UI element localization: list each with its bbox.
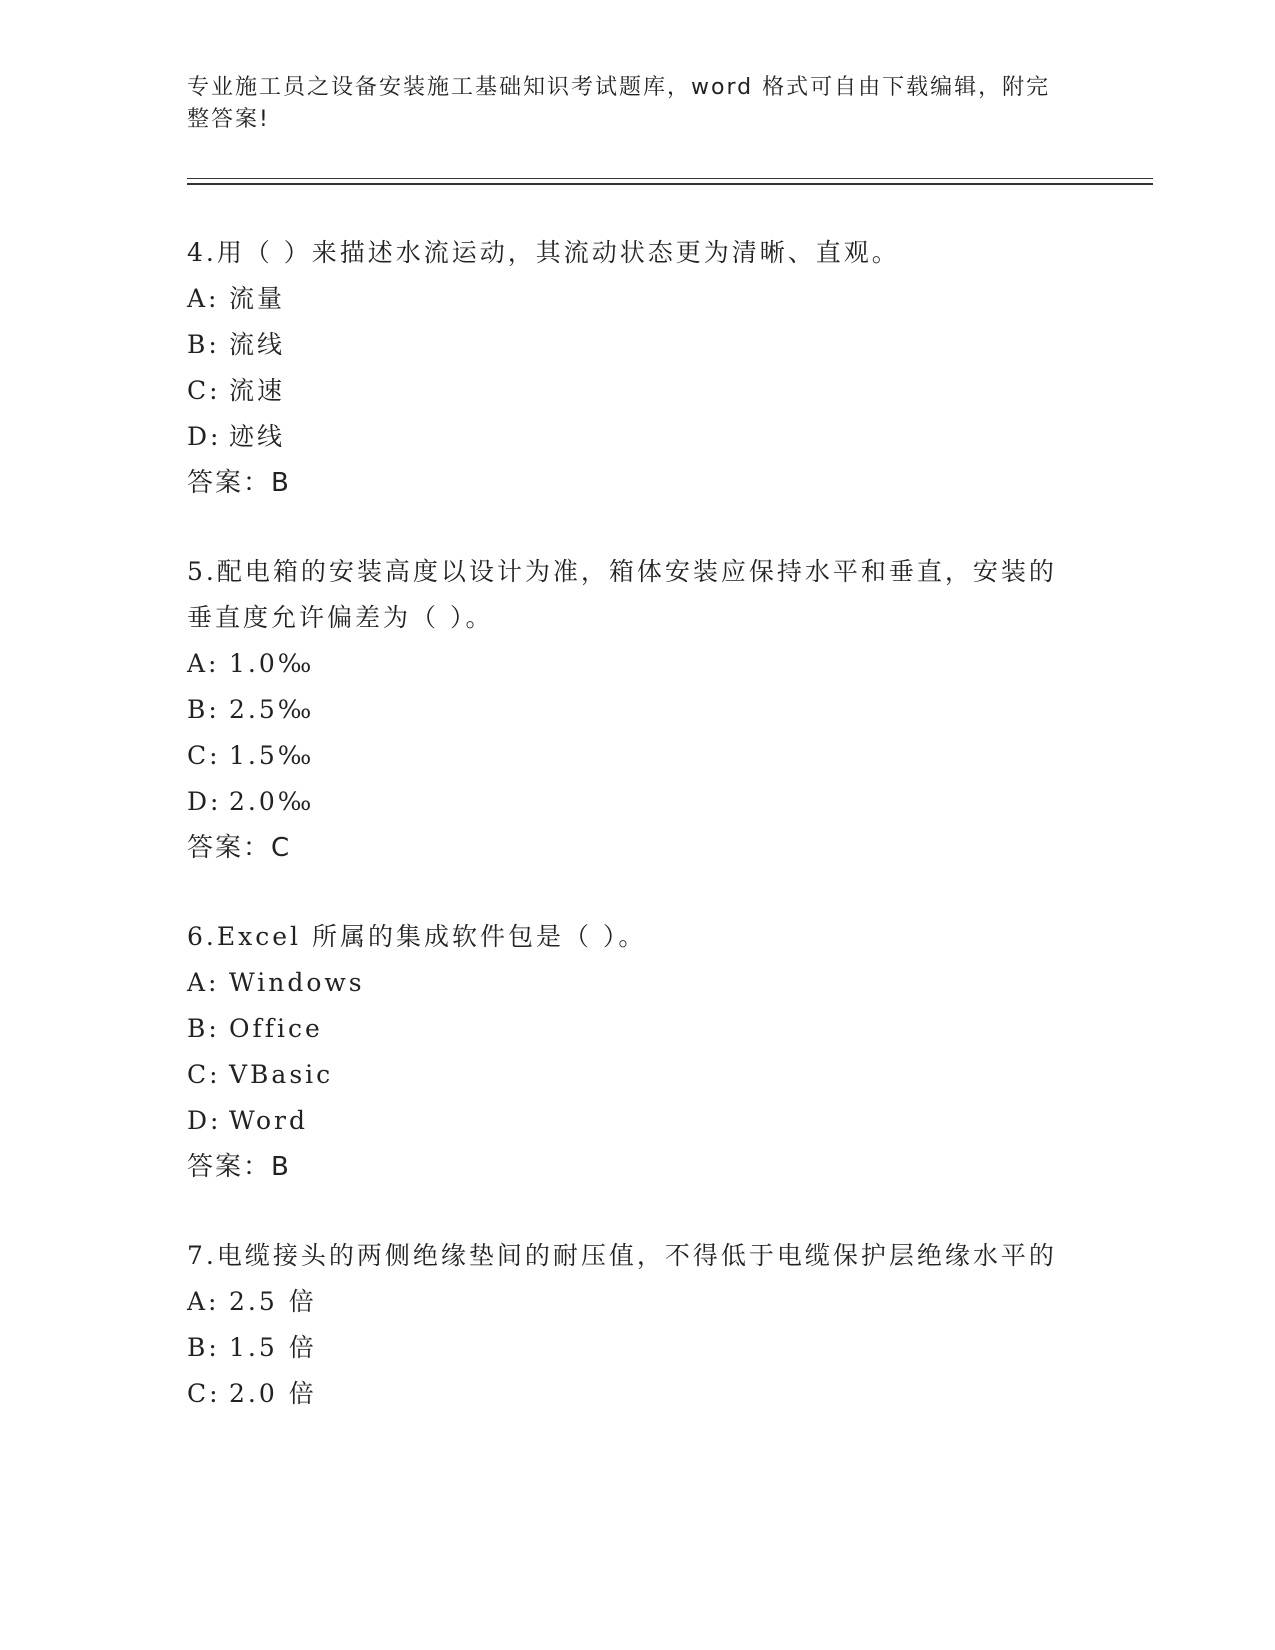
option-text: 1.0‰	[229, 649, 315, 678]
option-letter: A:	[187, 968, 220, 997]
question-7	[187, 1233, 1067, 1417]
option-c	[187, 733, 1067, 779]
option-letter: A:	[187, 649, 220, 678]
option-b	[187, 322, 1067, 368]
option-letter: C:	[187, 741, 221, 770]
option-letter: B:	[187, 1014, 220, 1043]
option-a	[187, 960, 1067, 1006]
option-b	[187, 1325, 1067, 1371]
option-letter: D:	[187, 422, 222, 451]
answer-line: 答案：B	[187, 1152, 291, 1182]
option-d	[187, 1098, 1067, 1144]
header-divider-thick	[187, 183, 1153, 185]
option-letter: A:	[187, 284, 220, 313]
option-letter: B:	[187, 1333, 220, 1362]
option-letter: B:	[187, 695, 220, 724]
option-text: 迹线	[229, 422, 286, 451]
option-letter: D:	[187, 1106, 222, 1135]
option-letter: C:	[187, 1379, 221, 1408]
option-b	[187, 687, 1067, 733]
option-b	[187, 1006, 1067, 1052]
option-text: Windows	[229, 968, 365, 997]
answer-line: 答案：B	[187, 468, 291, 498]
option-c	[187, 1052, 1067, 1098]
option-letter: A:	[187, 1287, 220, 1316]
option-c	[187, 1371, 1067, 1417]
option-text: 2.0‰	[229, 787, 315, 816]
option-a	[187, 276, 1067, 322]
question-stem: 6.Excel 所属的集成软件包是（ ）。	[187, 922, 647, 951]
answer-line: 答案：C	[187, 833, 292, 863]
option-d	[187, 414, 1067, 460]
question-stem: 4.用（ ）来描述水流运动，其流动状态更为清晰、直观。	[187, 238, 900, 267]
option-letter: C:	[187, 376, 221, 405]
option-a	[187, 641, 1067, 687]
option-text: 1.5‰	[229, 741, 315, 770]
option-letter: B:	[187, 330, 220, 359]
question-6	[187, 914, 1067, 1190]
option-letter: C:	[187, 1060, 221, 1089]
question-5	[187, 549, 1067, 871]
question-4	[187, 230, 1067, 506]
option-text: 流线	[229, 330, 286, 359]
option-text: 2.0 倍	[229, 1379, 317, 1408]
option-letter: D:	[187, 787, 222, 816]
document-header: 专业施工员之设备安装施工基础知识考试题库，word 格式可自由下载编辑，附完整答案!	[187, 75, 1051, 132]
option-text: VBasic	[229, 1060, 334, 1089]
option-d	[187, 779, 1067, 825]
question-stem: 5.配电箱的安装高度以设计为准，箱体安装应保持水平和垂直，安装的垂直度允许偏差为（ ）。	[187, 557, 1057, 632]
option-text: 流量	[229, 284, 286, 313]
option-text: 2.5 倍	[229, 1287, 317, 1316]
header-divider-thin	[187, 178, 1153, 179]
option-text: 2.5‰	[229, 695, 315, 724]
option-text: 1.5 倍	[229, 1333, 317, 1362]
option-text: 流速	[229, 376, 286, 405]
option-text: Word	[229, 1106, 309, 1135]
option-text: Office	[229, 1014, 323, 1043]
question-list	[187, 230, 1067, 1460]
question-stem: 7.电缆接头的两侧绝缘垫间的耐压值，不得低于电缆保护层绝缘水平的	[187, 1241, 1057, 1270]
option-c	[187, 368, 1067, 414]
option-a	[187, 1279, 1067, 1325]
